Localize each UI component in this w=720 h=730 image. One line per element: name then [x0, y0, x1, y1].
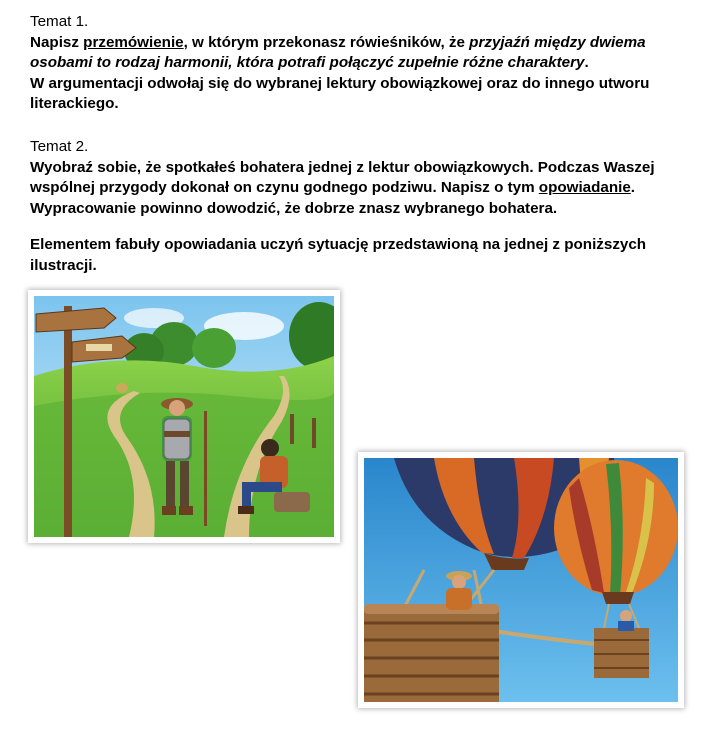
topic-1-label: Temat 1. [30, 13, 89, 30]
hiker-crossroads-image [34, 296, 334, 537]
topic-2-line-2 [30, 178, 700, 199]
topic-2-genre: opowiadanie [538, 179, 631, 196]
topic-1-genre: przemówienie [83, 33, 184, 51]
topic-1-text: . [584, 54, 589, 71]
topic-1-thesis: przyjaźń między dwiema [469, 33, 646, 51]
topic-1-thesis: osobami to rodzaj harmonii, która potrafi połączyć zupełnie różne charaktery [30, 54, 585, 71]
illustration-hot-air-balloons [358, 452, 684, 708]
topic-1-text: , w którym przekonasz rówieśników, że [183, 33, 470, 51]
topic-2-text: wspólnej przygody dokonał on czynu godnego podziwu. Napisz o tym [30, 179, 539, 196]
topic-1-line-1 [30, 33, 700, 54]
topic-2-line-4: Elementem fabuły opowiadania uczyń sytuację przedstawioną na jednej z poniższych [30, 236, 647, 253]
topic-2-label: Temat 2. [30, 138, 89, 155]
topic-2 [30, 137, 700, 276]
topic-2-line-5: ilustracji. [30, 256, 97, 274]
topic-1-line-3: W argumentacji odwołaj się do wybranej lektury obowiązkowej oraz do innego utworu [30, 74, 650, 92]
topic-2-text: . [630, 179, 636, 196]
topic-1-line-4: literackiego. [30, 95, 119, 112]
topic-1-line-2 [30, 53, 700, 74]
illustration-hiker-crossroads [28, 290, 340, 543]
topic-1-text: Napisz [30, 33, 84, 51]
topic-2-line-1: Wyobraź sobie, że spotkałeś bohatera jednej z lektur obowiązkowych. Podczas Waszej [30, 158, 655, 176]
topic-1 [30, 12, 700, 115]
topic-2-line-3: Wypracowanie powinno dowodzić, że dobrze znasz wybranego bohatera. [30, 199, 558, 217]
hot-air-balloons-image [364, 458, 678, 702]
